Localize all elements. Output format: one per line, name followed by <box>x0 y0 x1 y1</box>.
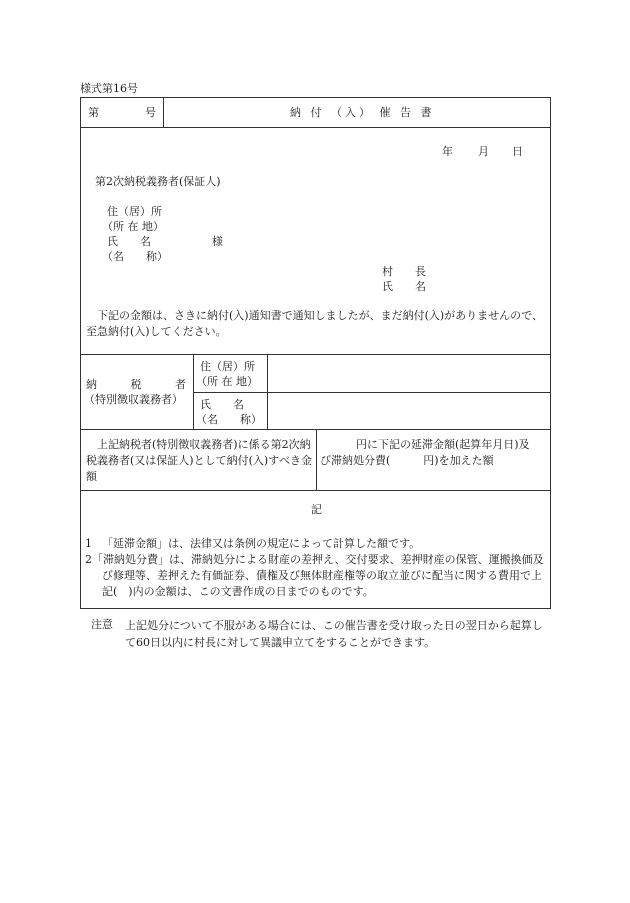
amount-right-line2: び滞納処分費( 円)を加えた額 <box>320 454 494 467</box>
note-1-text: 「延滞金額」は、法律又は条例の規定によって計算した額です。 <box>102 537 421 550</box>
document-title: 納 付 （入） 催 告 書 <box>290 106 435 119</box>
date-month: 月 <box>478 145 489 158</box>
caution-label: 注意 <box>91 618 113 631</box>
addressee-address-label: 住（居）所 <box>107 205 162 218</box>
taxpayer-sublabel: （特別徴収義務者） <box>84 393 183 406</box>
caution-text: 上記処分について不服がある場合には、この催告書を受け取った日の翌日から起算して60日以内に村長に対して異議申立てをすることができます。 <box>125 619 543 649</box>
note-2-text: 「滞納処分費」は、滞納処分による財産の差押え、交付要求、差押財産の保管、運搬換価及び修理等、差押えた有価証券、債権及び無体財産権等の取立並びに配当に関する費用で上記( )内の金額は、この文書作成の日までのものです。 <box>92 553 544 598</box>
amount-left-text: 上記納税者(特別徴収義務者)に係る第2次納税義務者(又は保証人)として納付(入)すべき金額 <box>86 438 312 483</box>
form-number: 様式第16号 <box>80 82 138 95</box>
addressee-name-label: 氏 名 <box>107 235 151 248</box>
date-day: 日 <box>512 145 523 158</box>
notes-heading: 記 <box>311 503 322 516</box>
taxpayer-location-label: （所 在 地） <box>196 375 258 388</box>
form-frame <box>80 97 551 609</box>
date-year: 年 <box>442 145 453 158</box>
number-suffix: 号 <box>145 106 156 119</box>
notice-text: 下記の金額は、さきに納付(入)通知書で通知しましたが、まだ納付(入)がありませんので、至急納付(入)してください。 <box>86 309 543 338</box>
number-prefix: 第 <box>88 106 99 119</box>
addressee-honorific: 様 <box>212 235 223 248</box>
taxpayer-name-alt-label: （名 称） <box>196 413 262 426</box>
taxpayer-name-label: 氏 名 <box>200 398 244 411</box>
note-2-number: 2 <box>85 553 92 566</box>
taxpayer-address-label: 住（居）所 <box>200 360 255 373</box>
issuer-name-label: 氏 名 <box>382 280 426 293</box>
addressee-name-alt-label: （名 称） <box>102 250 168 263</box>
amount-right-line1: 円に下記の延滞金額(起算年月日)及 <box>356 438 530 451</box>
note-1-number: 1 <box>85 537 92 550</box>
addressee-location-label: （所 在 地） <box>102 220 164 233</box>
issuer-village-label: 村 長 <box>382 265 426 278</box>
addressee-heading: 第2次納税義務者(保証人) <box>95 175 221 188</box>
taxpayer-label: 納 税 者 <box>86 378 186 391</box>
